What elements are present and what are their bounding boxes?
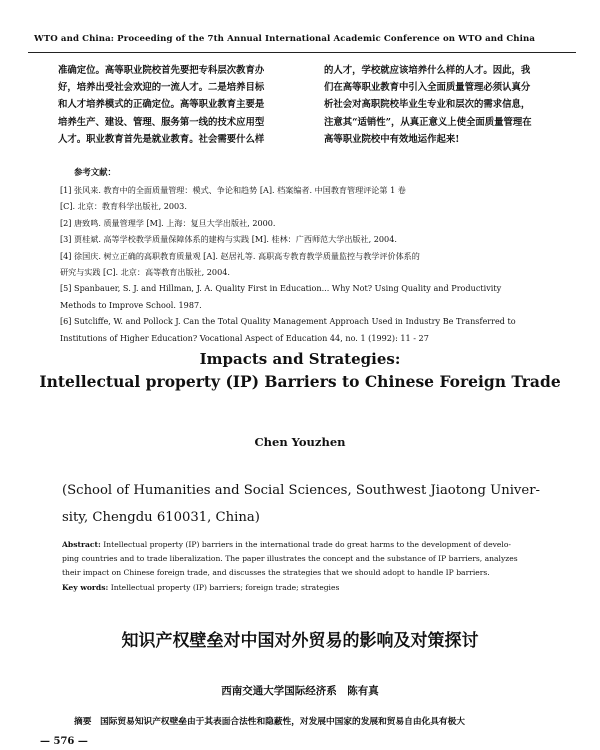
affiliation-line: (School of Humanities and Social Sciences, Southwest Jiaotong Univer-: [62, 483, 540, 498]
reference-line: Institutions of Higher Education? Vocational Aspect of Education 44, no. 1 (1992): 11 - 27: [60, 332, 429, 343]
keywords-label: Key words:: [62, 582, 109, 592]
abstract-line: their impact on Chinese foreign trade, and discusses the strategies that we should adopt to handle IP barriers.: [62, 568, 490, 578]
body-text-columns: [58, 62, 580, 146]
right-column: [324, 62, 574, 148]
affiliation-line: sity, Chengdu 610031, China): [62, 510, 260, 525]
left-column: [58, 62, 306, 148]
abstract-text: Intellectual property (IP) barriers in the international trade do great harms to the development of develo-: [103, 540, 511, 549]
text-line: 人才。职业教育首先是就业教育。社会需要什么样: [58, 133, 265, 145]
text-line: 高等职业院校中有效地运作起来!: [324, 133, 460, 145]
reference-line: [C]. 北京：教育科学出版社, 2003.: [60, 201, 187, 212]
author-affiliation: [62, 477, 554, 531]
reference-line: [2] 唐致鸣. 质量管理学 [M]. 上海：复旦大学出版社, 2000.: [60, 217, 276, 228]
reference-line: [1] 张风来. 教育中的全面质量管理：模式、争论和趋势 [A]. 档案编者. 中国教育管理评论第 1 卷: [60, 185, 406, 195]
text-line: 析社会对高职院校毕业生专业和层次的需求信息，: [324, 99, 531, 111]
text-line: 准确定位。高等职业院校首先要把专科层次教育办: [58, 65, 265, 76]
reference-line: [4] 徐国庆. 树立正确的高职教育质量观 [A]. 赵居礼等. 高职高专教育教学质量监控与教学评价体系的: [60, 250, 420, 261]
reference-line: Methods to Improve School. 1987.: [60, 299, 202, 310]
abstract-line: ping countries and to trade liberalization. The paper illustrates the concept and the substance of IP barriers, analyzes: [62, 554, 518, 564]
reference-line: [6] Sutcliffe, W. and Pollock J. Can the Total Quality Management Approach Used in Industry Be Transferred to: [60, 316, 516, 327]
page-number: — 576 —: [40, 736, 88, 747]
text-line: 们在高等职业教育中引入全面质量管理必须认真分: [324, 82, 531, 94]
text-line: 好，培养出受社会欢迎的一流人才。二是培养目标: [58, 82, 265, 94]
keywords-line: [62, 581, 562, 595]
header-rule: [28, 52, 576, 53]
chinese-abstract: 摘要 国际贸易知识产权壁垒由于其表面合法性和隐蔽性，对发展中国家的发展和贸易自由化具有极大: [74, 717, 465, 727]
chinese-title: 知识产权壁垒对中国对外贸易的影响及对策探讨: [121, 631, 479, 651]
abstract-line: [62, 538, 562, 552]
text-line: 培养生产、建设、管理、服务第一线的技术应用型: [58, 116, 265, 128]
references-list: [60, 182, 575, 346]
abstract-label: Abstract:: [62, 540, 101, 549]
text-line: 和人才培养模式的正确定位。高等职业教育主要是: [58, 99, 265, 111]
references-heading: 参考文献：: [74, 167, 116, 177]
text-line: 的人才，学校就应该培养什么样的人才。因此，我: [324, 65, 531, 76]
article-title-line-1: Impacts and Strategies:: [199, 350, 401, 368]
chinese-author: 西南交通大学国际经济系 陈有真: [221, 685, 379, 697]
reference-line: [3] 贾桂斌. 高等学校教学质量保障体系的建构与实践 [M]. 桂林：广西师范大学出版社, 2004.: [60, 234, 397, 245]
reference-line: 研究与实践 [C]. 北京：高等教育出版社, 2004.: [60, 267, 230, 278]
keywords-text: Intellectual property (IP) barriers; foreign trade; strategies: [110, 582, 340, 592]
abstract: [62, 538, 562, 595]
article-author: Chen Youzhen: [254, 435, 346, 449]
reference-line: [5] Spanbauer, S. J. and Hillman, J. A. Quality First in Education... Why Not? Using Quality and Productivity: [60, 283, 502, 294]
running-header: WTO and China: Proceeding of the 7th Annual International Academic Conference on WTO and China: [34, 34, 536, 44]
text-line: 注意其“适销性”，从真正意义上使全面质量管理在: [324, 116, 532, 128]
article-title-line-2: Intellectual property (IP) Barriers to Chinese Foreign Trade: [39, 372, 561, 391]
